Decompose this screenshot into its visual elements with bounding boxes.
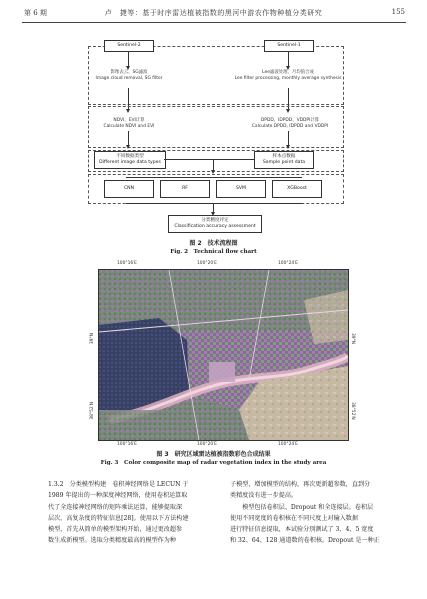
s1-calc-en: Calculate DPDD, IDPDD and VDDPI [251, 124, 329, 129]
fig2-caption-cn: 图 2 技术流程图 [189, 240, 238, 247]
data-types-cn: 不同数据类型 [116, 154, 144, 159]
map-top-tick-1: 100°16′E [117, 261, 137, 266]
body-right-line-4: 使用不同宽度的卷积核在不同尺度上对输入数据 [230, 514, 358, 522]
data-types-en: Different image data types [99, 160, 161, 165]
map-right-tick-2: 38°52′N [350, 402, 355, 420]
accuracy-eval-en: Classification accuracy assessment [174, 224, 256, 229]
arrow-s2-types [128, 131, 129, 146]
fig2-caption-en: Fig. 2 Technical flow chart [170, 249, 257, 255]
s2-calc-cn: NDVI、EVI计算 [113, 118, 145, 123]
arrow-s2-down [128, 51, 129, 67]
arrow-to-models [213, 159, 214, 171]
arrow-s1-down [288, 51, 289, 67]
map-left-tick-1: 39°N [90, 333, 95, 345]
sentinel2-box [104, 40, 154, 52]
body-left-line-4: 层次、高复杂度的特征信息[28]。使用以下方法构建 [48, 514, 189, 522]
data-types-box [94, 151, 166, 169]
issue-label: 第 6 期 [24, 9, 47, 17]
map-right-tick-1: 39°N [350, 333, 355, 345]
body-right-line-5: 进行特征信息提取，本试验分别测试了 3、4、5 宽度 [230, 526, 374, 534]
map-top-tick-2: 100°20′E [197, 261, 217, 266]
model-cnn-box [104, 180, 154, 198]
s1-calc-text [242, 118, 338, 130]
body-left-column [48, 479, 208, 547]
model-cnn-label: CNN [123, 186, 135, 191]
model-svm-label: SVM [235, 186, 247, 191]
s1-preprocess-cn: Lee滤波处理、月均值合成 [262, 70, 314, 75]
fig3-caption-cn: 图 3 研究区域雷达植被指数彩色合成结果 [156, 451, 271, 458]
sentinel1-label: Sentinel-1 [277, 43, 301, 48]
s2-preprocess-text [88, 70, 170, 82]
s2-preprocess-en: Image cloud removal, SG filter [95, 76, 163, 81]
model-merge-line [126, 203, 302, 204]
body-left-line-5: 模型，首先从简单的模型架构开始，通过更改超参 [48, 526, 183, 534]
accuracy-eval-box [168, 215, 262, 233]
sample-points-cn: 样本点数据 [272, 154, 296, 159]
body-right-column [230, 479, 390, 547]
s1-preprocess-en: Lee filter processing, monthly average synthesis [234, 76, 342, 81]
model-svm-box [216, 180, 266, 198]
body-left-line-2: 1989 年提出的一种深度神经网络，使用卷积运算取 [48, 492, 188, 500]
map-bottom-tick-1: 100°16′E [117, 442, 137, 447]
s2-preprocess-cn: 影像去云、SG滤波 [110, 70, 148, 75]
arrow-to-eval [213, 203, 214, 213]
body-right-line-2: 类精度没有进一步提高。 [230, 492, 298, 500]
s1-calc-cn: DPDD、IDPDD、VDDPI计算 [260, 118, 320, 123]
body-left-line-3: 代了全连接神经网络的矩阵乘法运算，能够提取深 [48, 503, 183, 511]
map-bottom-tick-2: 100°20′E [197, 442, 217, 447]
map-top-tick-3: 100°24′E [278, 261, 298, 266]
model-rf-label: RF [182, 186, 188, 191]
body-left-line-6: 数生成新模型。选取分类精度最高的模型作为种 [48, 537, 176, 545]
body-left-line-1: 1.3.2 分类模型构建 卷积神经网络是 LECUN 于 [48, 481, 189, 488]
body-right-line-6: 和 32、64、128 通道数的卷积核。Dropout 是一种正 [230, 537, 380, 545]
types-sample-link [164, 159, 254, 160]
fig3-caption-en: Fig. 3 Color composite map of radar vegetation index in the study area [100, 460, 327, 466]
sentinel2-label: Sentinel-2 [117, 43, 141, 48]
page-number: 155 [391, 8, 405, 16]
model-xgboost-label: XGBoost [287, 186, 307, 191]
model-branch-line [126, 177, 302, 178]
sample-points-en: Sample point data [262, 160, 306, 165]
header-rule [22, 22, 406, 23]
map-left-tick-2: 38°52′N [90, 402, 95, 420]
running-title: 卢 捷等：基于时序雷达植被指数的黑河中游农作物种植分类研究 [104, 9, 323, 17]
map-bottom-tick-3: 100°24′E [278, 442, 298, 447]
arrow-s1-types [288, 131, 289, 146]
accuracy-eval-cn: 分类精度评定 [201, 218, 229, 223]
s1-preprocess-text [232, 70, 344, 82]
s2-calc-text [94, 118, 164, 130]
s2-calc-en: Calculate NDVI and EVI [103, 124, 155, 129]
model-rf-box [160, 180, 210, 198]
radar-vi-composite-map [98, 269, 349, 441]
sentinel1-box [264, 40, 314, 52]
model-xgboost-box [272, 180, 322, 198]
body-right-line-3: 模型包括卷积层、Dropout 和全连接层。卷积层 [230, 503, 374, 511]
sample-points-box [254, 151, 314, 169]
body-right-line-1: 子模型，增加模型的结构，再次更新超参数，直到分 [230, 481, 371, 488]
